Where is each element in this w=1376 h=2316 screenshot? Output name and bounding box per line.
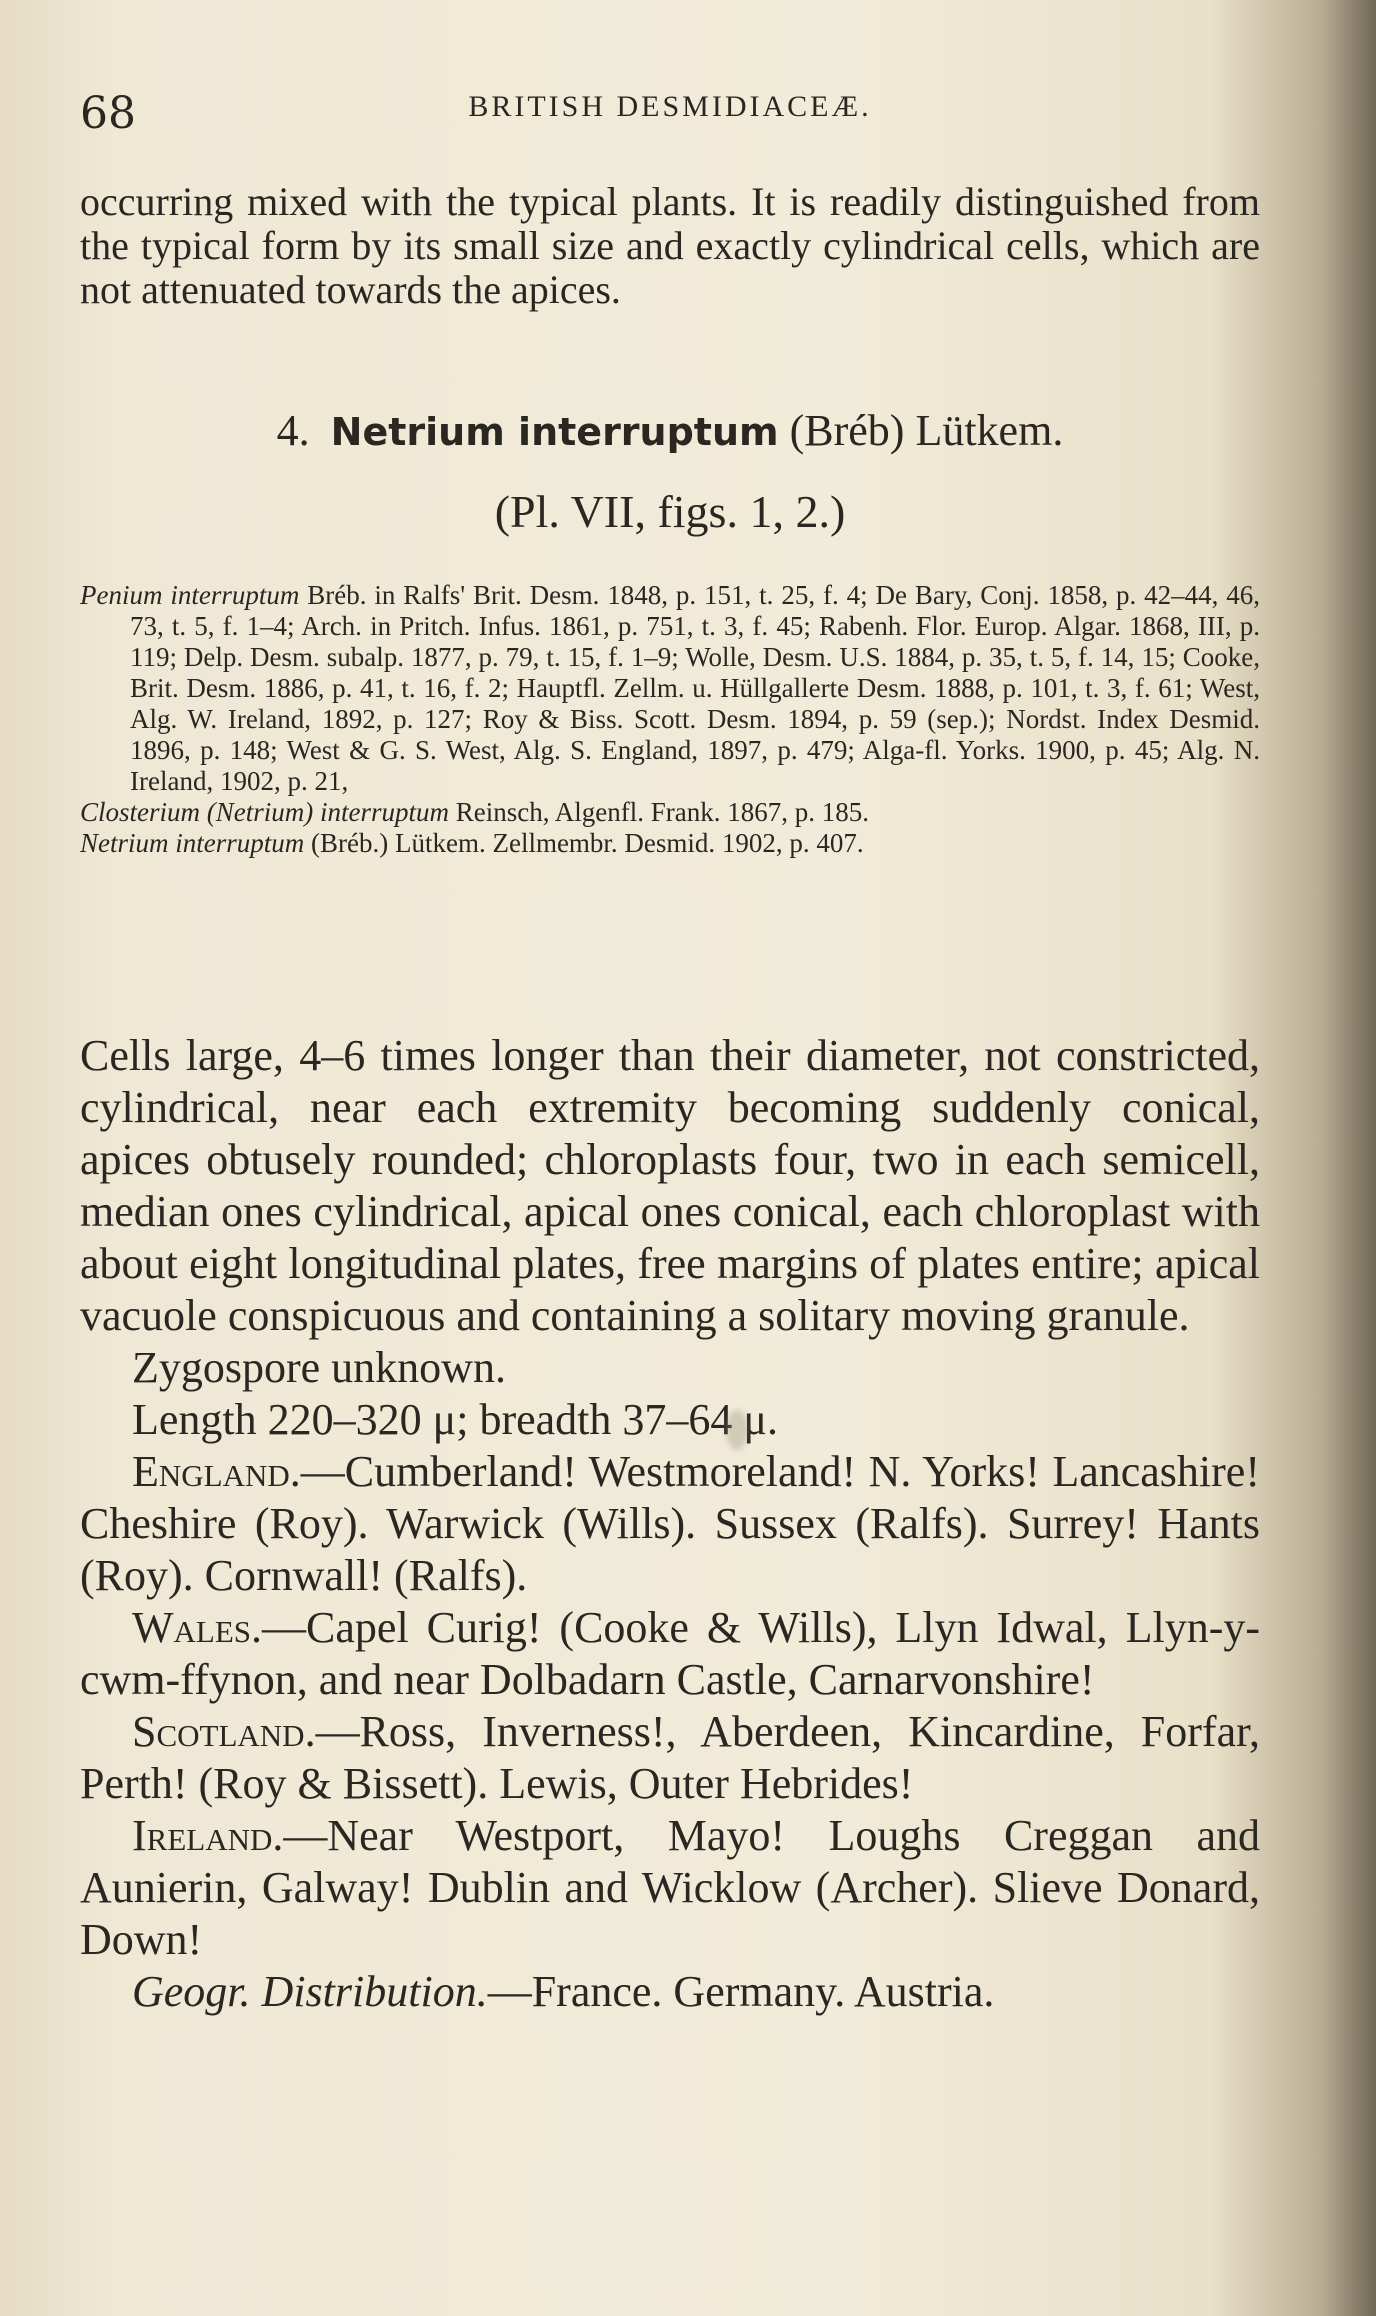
- description-section: [80, 1030, 1260, 2018]
- species-heading: [80, 405, 1260, 456]
- region-text: —Capel Curig! (Cooke & Wills), Llyn Idwal, Llyn-y-cwm-ffynon, and near Dolbadarn Castle, Carnarvonshire!: [80, 1603, 1260, 1704]
- region-text: —Ross, Inverness!, Aberdeen, Kincardine, Forfar, Perth! (Roy & Bissett). Lewis, Outer Hebrides!: [80, 1707, 1260, 1808]
- ireland-localities: [80, 1810, 1260, 1966]
- region-text: —Near Westport, Mayo! Loughs Creggan and Aunierin, Galway! Dublin and Wicklow (Archer). Slieve Donard, Down!: [80, 1811, 1260, 1964]
- description-paragraph: Cells large, 4–6 times longer than their diameter, not constricted, cylindrical, near each extremity becoming suddenly conical, apices obtusely rounded; chloroplasts four, two in each semicell, median ones cylindrical, apical ones conical, each chloroplast with about eight longitudinal plates, free margins of plates entire; apical vacuole conspicuous and containing a solitary moving granule.: [80, 1031, 1260, 1340]
- region-text: —France. Germany. Austria.: [487, 1967, 995, 2016]
- species-number: 4.: [276, 406, 310, 455]
- wales-localities: [80, 1602, 1260, 1706]
- region-label: Geogr. Distribution.: [132, 1967, 488, 2016]
- plate-reference: (Pl. VII, figs. 1, 2.): [494, 486, 846, 537]
- synonym-citations: Reinsch, Algenfl. Frank. 1867, p. 185.: [455, 797, 869, 827]
- measurements-line: Length 220–320 μ; breadth 37–64 μ.: [132, 1395, 778, 1444]
- synonym-citations: Bréb. in Ralfs' Brit. Desm. 1848, p. 151, t. 25, f. 4; De Bary, Conj. 1858, p. 42–44, 46, 73, t. 5, f. 1–4; Arch. in Pritch. Infus. 1861, p. 751, t. 3, f. 45; Rabenh. Flor. Europ. Algar. 1868, III, p. 119; Delp. Desm. subalp. 1877, p. 79, t. 15, f. 1–9; Wolle, Desm. U.S. 1884, p. 35, t. 5, f. 14, 15; Cooke, Brit. Desm. 1886, p. 41, t. 16, f. 2; Hauptfl. Zellm. u. Hüllgallerte Desm. 1888, p. 101, t. 3, f. 61; West, Alg. W. Ireland, 1892, p. 127; Roy & Biss. Scott. Desm. 1894, p. 59 (sep.); Nordst. Index Desmid. 1896, p. 148; West & G. S. West, Alg. S. England, 1897, p. 479; Alga-fl. Yorks. 1900, p. 45; Alg. N. Ireland, 1902, p. 21,: [130, 580, 1261, 796]
- synonym-name: Netrium interruptum: [80, 828, 305, 858]
- running-head: BRITISH DESMIDIACEÆ.: [468, 90, 872, 123]
- england-localities: [80, 1446, 1260, 1602]
- intro-paragraph: occurring mixed with the typical plants. It is readily distinguished from the typical form by its small size and exactly cylindrical cells, which are not attenuated towards the apices.: [80, 179, 1260, 312]
- paper-stain: [726, 1410, 748, 1450]
- synonym-name: Closterium (Netrium) interruptum: [80, 797, 449, 827]
- synonym-name: Penium interruptum: [80, 580, 300, 610]
- synonym-entry: [80, 580, 1260, 797]
- synonym-entry: [80, 797, 1260, 828]
- region-label: Ireland.: [132, 1811, 284, 1860]
- region-label: England.: [132, 1447, 301, 1496]
- synonym-entry: [80, 828, 1260, 859]
- region-label: Scotland.: [132, 1707, 316, 1756]
- page-header: [80, 78, 1260, 148]
- geographic-distribution: [80, 1966, 1260, 2018]
- page-number: 68: [80, 88, 136, 139]
- region-text: —Cumberland! Westmoreland! N. Yorks! Lancashire! Cheshire (Roy). Warwick (Wills). Sussex (Ralfs). Surrey! Hants (Roy). Cornwall! (Ralfs).: [80, 1447, 1260, 1600]
- species-name: Netrium interruptum: [330, 410, 779, 454]
- synonymy-list: [80, 580, 1260, 859]
- synonym-citations: (Bréb.) Lütkem. Zellmembr. Desmid. 1902, p. 407.: [311, 828, 864, 858]
- species-authority: (Bréb) Lütkem.: [789, 406, 1064, 455]
- zygospore-line: Zygospore unknown.: [132, 1343, 506, 1392]
- scotland-localities: [80, 1706, 1260, 1810]
- region-label: Wales.: [132, 1603, 263, 1652]
